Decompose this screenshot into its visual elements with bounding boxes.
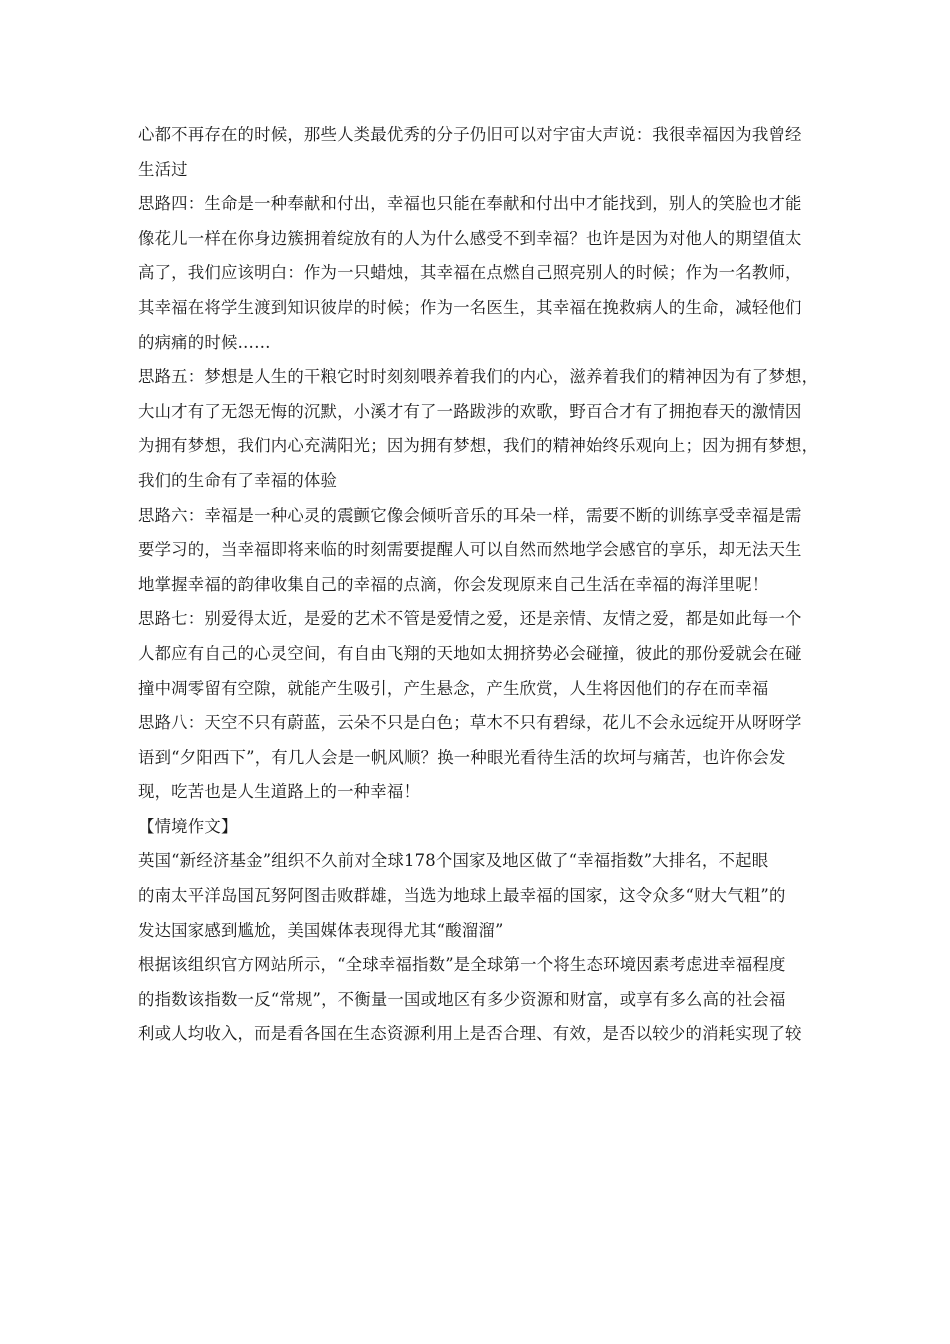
text-line: 撞中凋零留有空隙，就能产生吸引，产生悬念，产生欣赏，人生将因他们的存在而幸福 — [138, 678, 769, 698]
section-heading: 【情境作文】 — [138, 816, 238, 836]
text-line: 其幸福在将学生渡到知识彼岸的时候；作为一名医生，其幸福在挽救病人的生命，减轻他们 — [138, 297, 802, 317]
text-line: 思路六：幸福是一种心灵的震颤它像会倾听音乐的耳朵一样，需要不断的训练享受幸福是需 — [138, 505, 802, 525]
text-line: 思路八：天空不只有蔚蓝，云朵不只是白色；草木不只有碧绿，花儿不会永远绽开从呀呀学 — [138, 713, 802, 733]
text-line: 利或人均收入，而是看各国在生态资源利用上是否合理、有效，是否以较少的消耗实现了较 — [138, 1024, 802, 1044]
text-line: 地掌握幸福的韵律收集自己的幸福的点滴，你会发现原来自己生活在幸福的海洋里呢！ — [138, 574, 769, 594]
text-line: 为拥有梦想，我们内心充满阳光；因为拥有梦想，我们的精神始终乐观向上；因为拥有梦想， — [138, 436, 819, 456]
text-line: 像花儿一样在你身边簇拥着绽放有的人为什么感受不到幸福？也许是因为对他人的期望值太 — [138, 228, 802, 248]
text-line: 生活过 — [138, 159, 188, 179]
text-line: 心都不再存在的时候，那些人类最优秀的分子仍旧可以对宇宙大声说：我很幸福因为我曾经 — [138, 125, 802, 144]
text-line: 大山才有了无怨无悔的沉默，小溪才有了一路跋涉的欢歌，野百合才有了拥抱春天的激情因 — [138, 401, 802, 421]
text-line: 现，吃苦也是人生道路上的一种幸福！ — [138, 782, 421, 802]
text-line: 根据该组织官方网站所示，“全球幸福指数”是全球第一个将生态环境因素考虑进幸福程度 — [138, 955, 786, 975]
text-line: 的病痛的时候…… — [138, 332, 271, 352]
document-body — [138, 118, 819, 1052]
text-line: 的南太平洋岛国瓦努阿图击败群雄，当选为地球上最幸福的国家，这令众多“财大气粗”的 — [138, 886, 786, 906]
text-line: 我们的生命有了幸福的体验 — [138, 470, 338, 490]
text-line: 高了，我们应该明白：作为一只蜡烛，其幸福在点燃自己照亮别人的时候；作为一名教师， — [138, 263, 802, 283]
text-line: 发达国家感到尴尬，美国媒体表现得尤其“酸溜溜” — [138, 920, 504, 940]
text-line: 思路七：别爱得太近，是爱的艺术不管是爱情之爱，还是亲情、友情之爱，都是如此每一个 — [138, 609, 802, 629]
text-line: 语到“夕阳西下”，有几人会是一帆风顺？换一种眼光看待生活的坎坷与痛苦，也许你会发 — [138, 747, 786, 767]
text-line: 思路五：梦想是人生的干粮它时时刻刻喂养着我们的内心，滋养着我们的精神因为有了梦想， — [138, 367, 819, 387]
text-line: 要学习的，当幸福即将来临的时刻需要提醒人可以自然而然地学会感官的享乐，却无法天生 — [138, 540, 802, 560]
text-line: 的指数该指数一反“常规”，不衡量一国或地区有多少资源和财富，或享有多么高的社会福 — [138, 989, 786, 1009]
text-line: 英国“新经济基金”组织不久前对全球178个国家及地区做了“幸福指数”大排名，不起眼 — [138, 851, 769, 871]
text-line: 思路四：生命是一种奉献和付出，幸福也只能在奉献和付出中才能找到，别人的笑脸也才能 — [138, 194, 802, 214]
text-line: 人都应有自己的心灵空间，有自由飞翔的天地如太拥挤势必会碰撞，彼此的那份爱就会在碰 — [138, 643, 802, 663]
